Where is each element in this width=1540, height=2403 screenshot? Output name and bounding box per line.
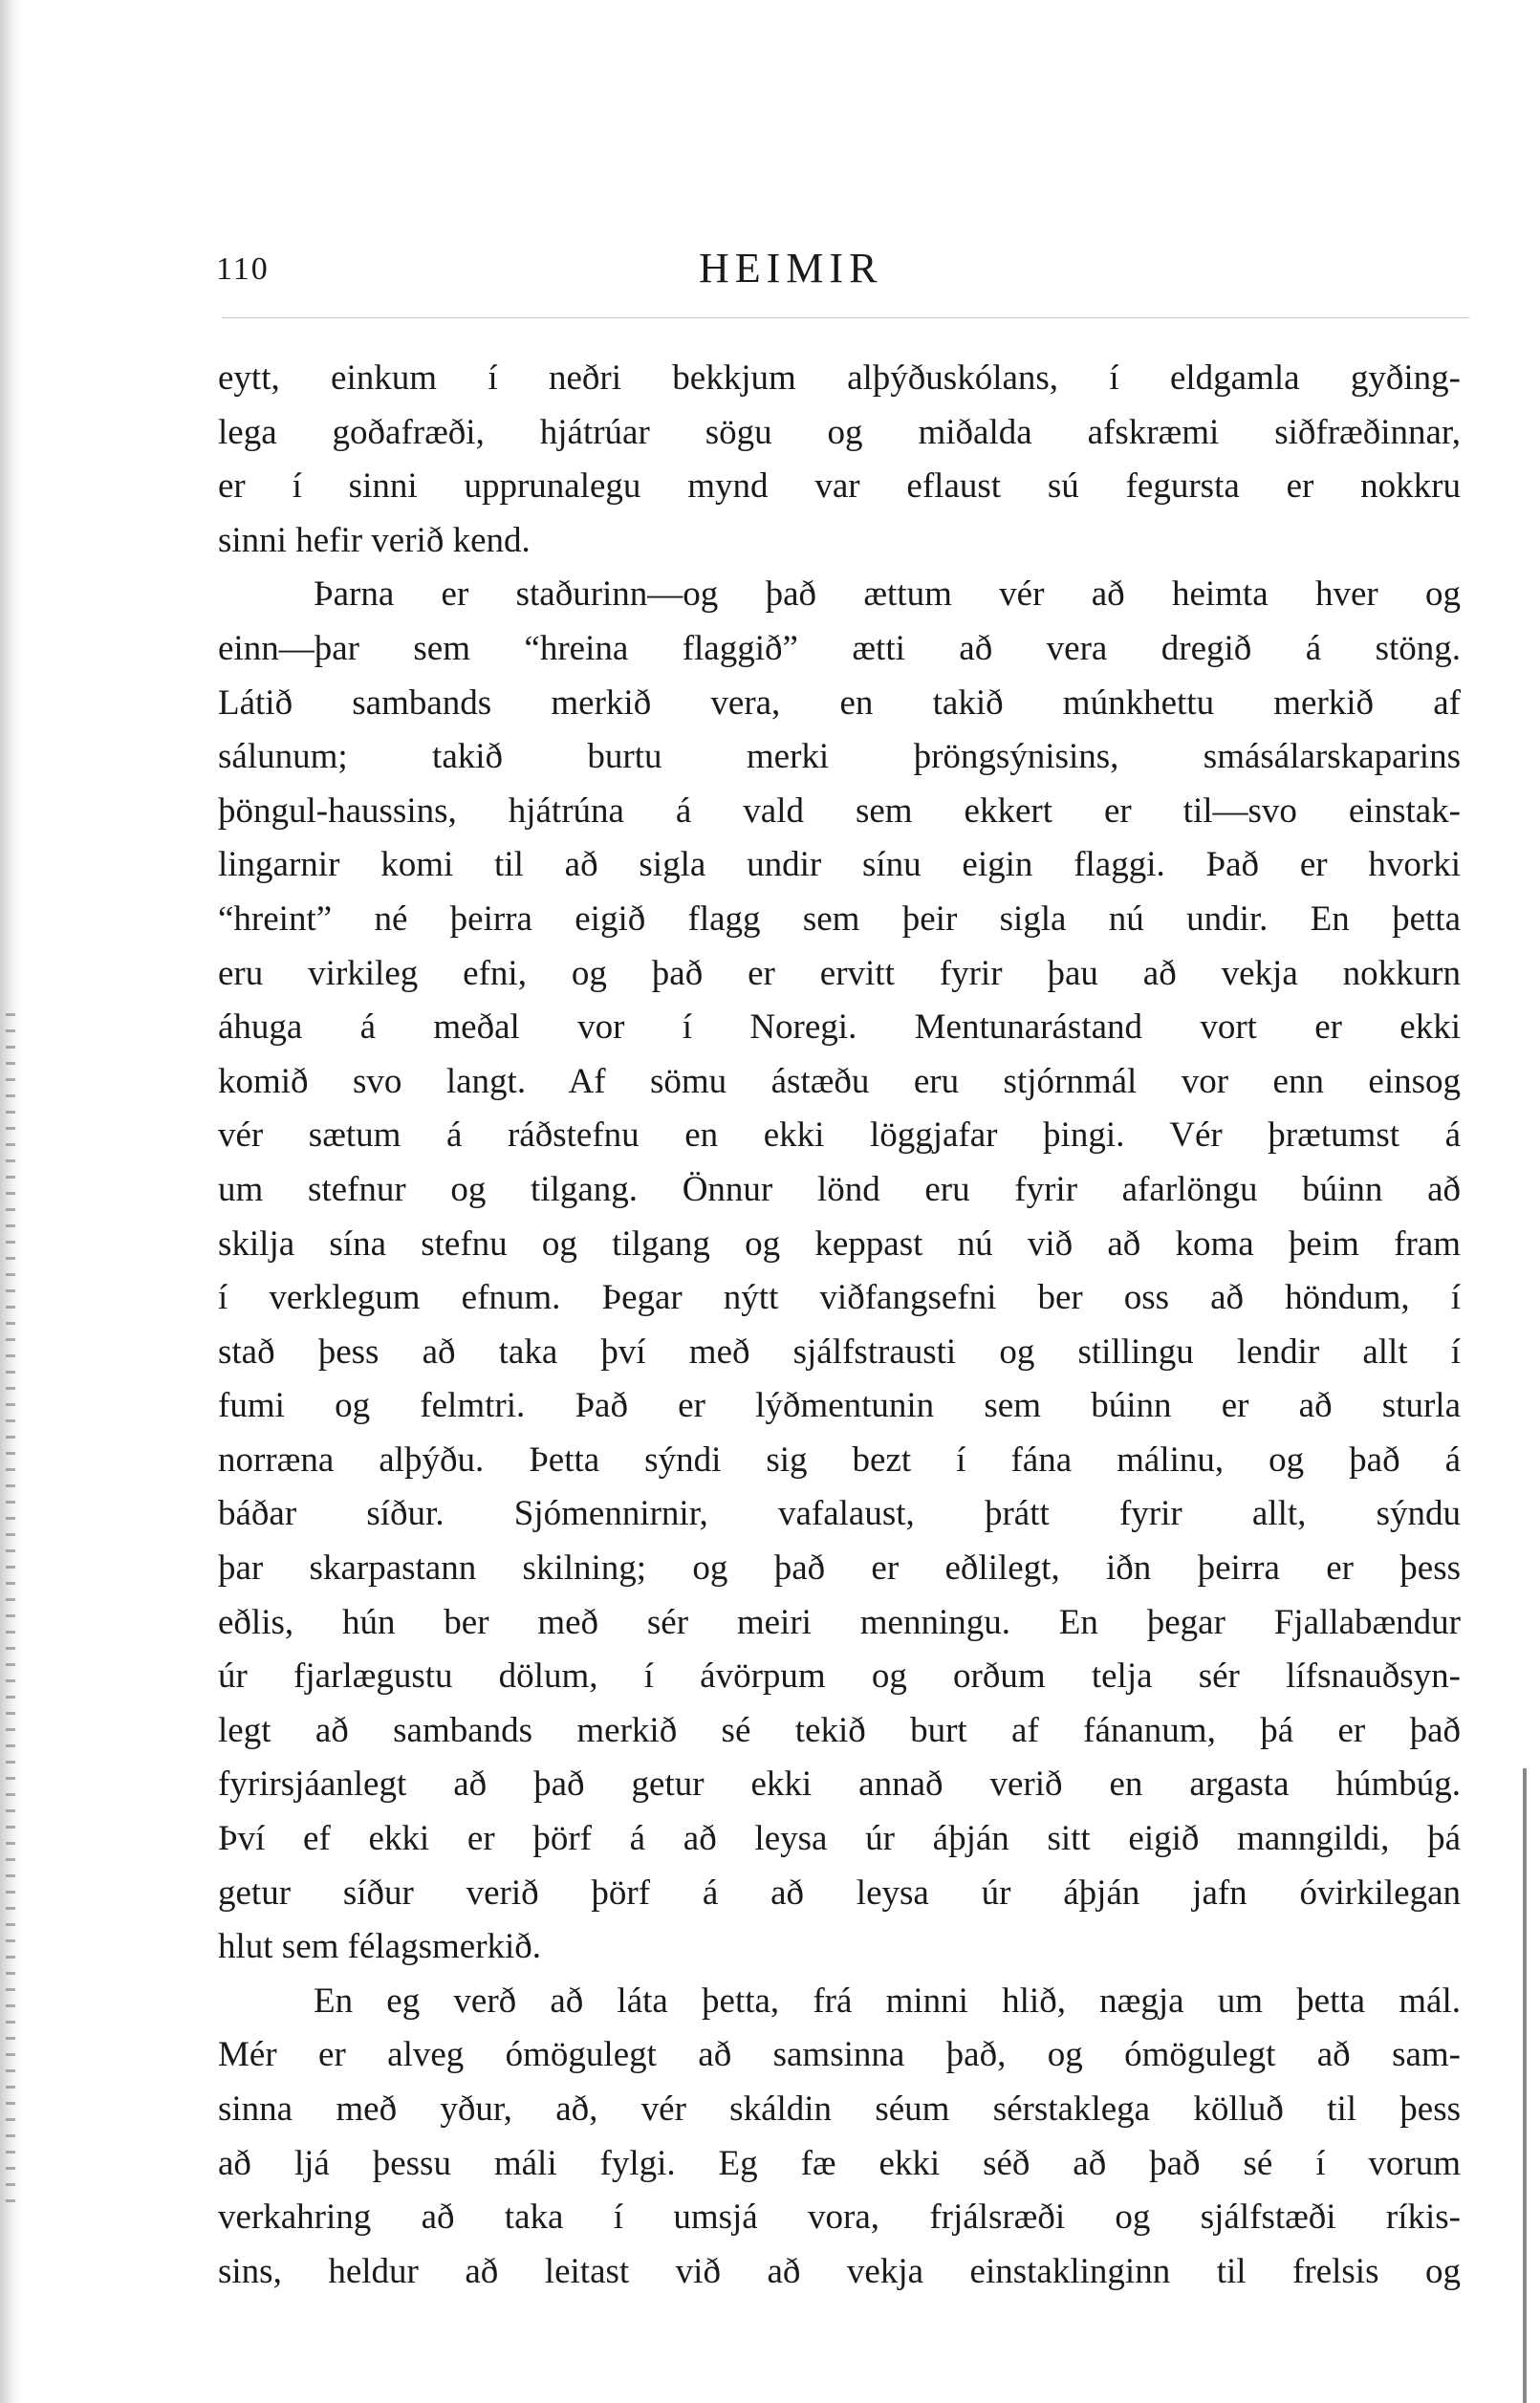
text-line: sinni hefir verið kend.	[218, 520, 531, 560]
text-line: hlut sem félagsmerkið.	[218, 1927, 542, 1967]
text-line: áhuga á meðal vor í Noregi. Mentunarástand vort er ekki	[218, 1007, 1461, 1048]
text-line: eðlis, hún ber með sér meiri menningu. En þegar Fjallabændur	[218, 1602, 1461, 1642]
running-head: HEIMIR	[699, 245, 883, 292]
text-line: úr fjarlægustu dölum, í ávörpum og orðum telja sér lífsnauðsyn-	[218, 1656, 1461, 1697]
text-line: báðar síður. Sjómennirnir, vafalaust, þrátt fyrir allt, sýndu	[218, 1494, 1461, 1534]
text-line: legt að sambands merkið sé tekið burt af fánanum, þá er það	[218, 1710, 1461, 1750]
text-line: Því ef ekki er þörf á að leysa úr áþján sitt eigið manngildi, þá	[218, 1819, 1461, 1859]
header-rule	[222, 317, 1469, 318]
text-line: Mér er alveg ómögulegt að samsinna það, og ómögulegt að sam-	[218, 2035, 1461, 2075]
text-line: lingarnir komi til að sigla undir sínu eigin flaggi. Það er hvorki	[218, 845, 1461, 885]
text-line: stað þess að taka því með sjálfstrausti og stillingu lendir allt í	[218, 1331, 1461, 1372]
text-line: En eg verð að láta þetta, frá minni hlið, nægja um þetta mál.	[314, 1981, 1461, 2021]
text-line: þöngul-haussins, hjátrúna á vald sem ekkert er til—svo einstak-	[218, 790, 1461, 831]
text-line: fyrirsjáanlegt að það getur ekki annað verið en argasta húmbúg.	[218, 1764, 1461, 1805]
page-number: 110	[216, 251, 270, 287]
text-line: þar skarpastann skilning; og það er eðlilegt, iðn þeirra er þess	[218, 1548, 1461, 1589]
text-line: eytt, einkum í neðri bekkjum alþýðuskólans, í eldgamla gyðing-	[218, 358, 1461, 398]
scan-shadow-right	[1523, 1768, 1527, 2403]
text-line: lega goðafræði, hjátrúar sögu og miðalda afskræmi siðfræðinnar,	[218, 412, 1461, 452]
text-line: um stefnur og tilgang. Önnur lönd eru fyrir afarlöngu búinn að	[218, 1169, 1461, 1209]
text-line: að ljá þessu máli fylgi. Eg fæ ekki séð að það sé í vorum	[218, 2143, 1461, 2183]
text-line: norræna alþýðu. Þetta sýndi sig bezt í fána málinu, og það á	[218, 1440, 1461, 1480]
page-header	[216, 244, 1468, 301]
text-line: “hreint” né þeirra eigið flagg sem þeir sigla nú undir. En þetta	[218, 898, 1461, 939]
text-line: getur síður verið þörf á að leysa úr áþján jafn óvirkilegan	[218, 1873, 1461, 1913]
text-line: sinna með yður, að, vér skáldin séum sérstaklega kölluð til þess	[218, 2089, 1461, 2129]
text-line: sálunum; takið burtu merki þröngsýnisins, smásálarskaparins	[218, 737, 1461, 777]
text-line: Þarna er staðurinn—og það ættum vér að heimta hver og	[314, 574, 1461, 615]
text-line: verkahring að taka í umsjá vora, frjálsræði og sjálfstæði ríkis-	[218, 2197, 1461, 2238]
text-line: einn—þar sem “hreina flaggið” ætti að vera dregið á stöng.	[218, 628, 1461, 668]
text-line: vér sætum á ráðstefnu en ekki löggjafar þingi. Vér þrætumst á	[218, 1115, 1461, 1156]
text-line: eru virkileg efni, og það er ervitt fyrir þau að vekja nokkurn	[218, 953, 1461, 993]
text-line: í verklegum efnum. Þegar nýtt viðfangsefni ber oss að höndum, í	[218, 1278, 1461, 1318]
text-line: komið svo langt. Af sömu ástæðu eru stjórnmál vor enn einsog	[218, 1061, 1461, 1101]
scan-speckle-left	[6, 1013, 15, 2208]
text-line: er í sinni upprunalegu mynd var eflaust sú fegursta er nokkru	[218, 466, 1461, 507]
text-line: sins, heldur að leitast við að vekja einstaklinginn til frelsis og	[218, 2251, 1461, 2291]
text-line: Látið sambands merkið vera, en takið múnkhettu merkið af	[218, 682, 1461, 723]
text-line: skilja sína stefnu og tilgang og keppast nú við að koma þeim fram	[218, 1223, 1461, 1264]
text-line: fumi og felmtri. Það er lýðmentunin sem búinn er að sturla	[218, 1386, 1461, 1426]
page-body	[218, 352, 1461, 2299]
